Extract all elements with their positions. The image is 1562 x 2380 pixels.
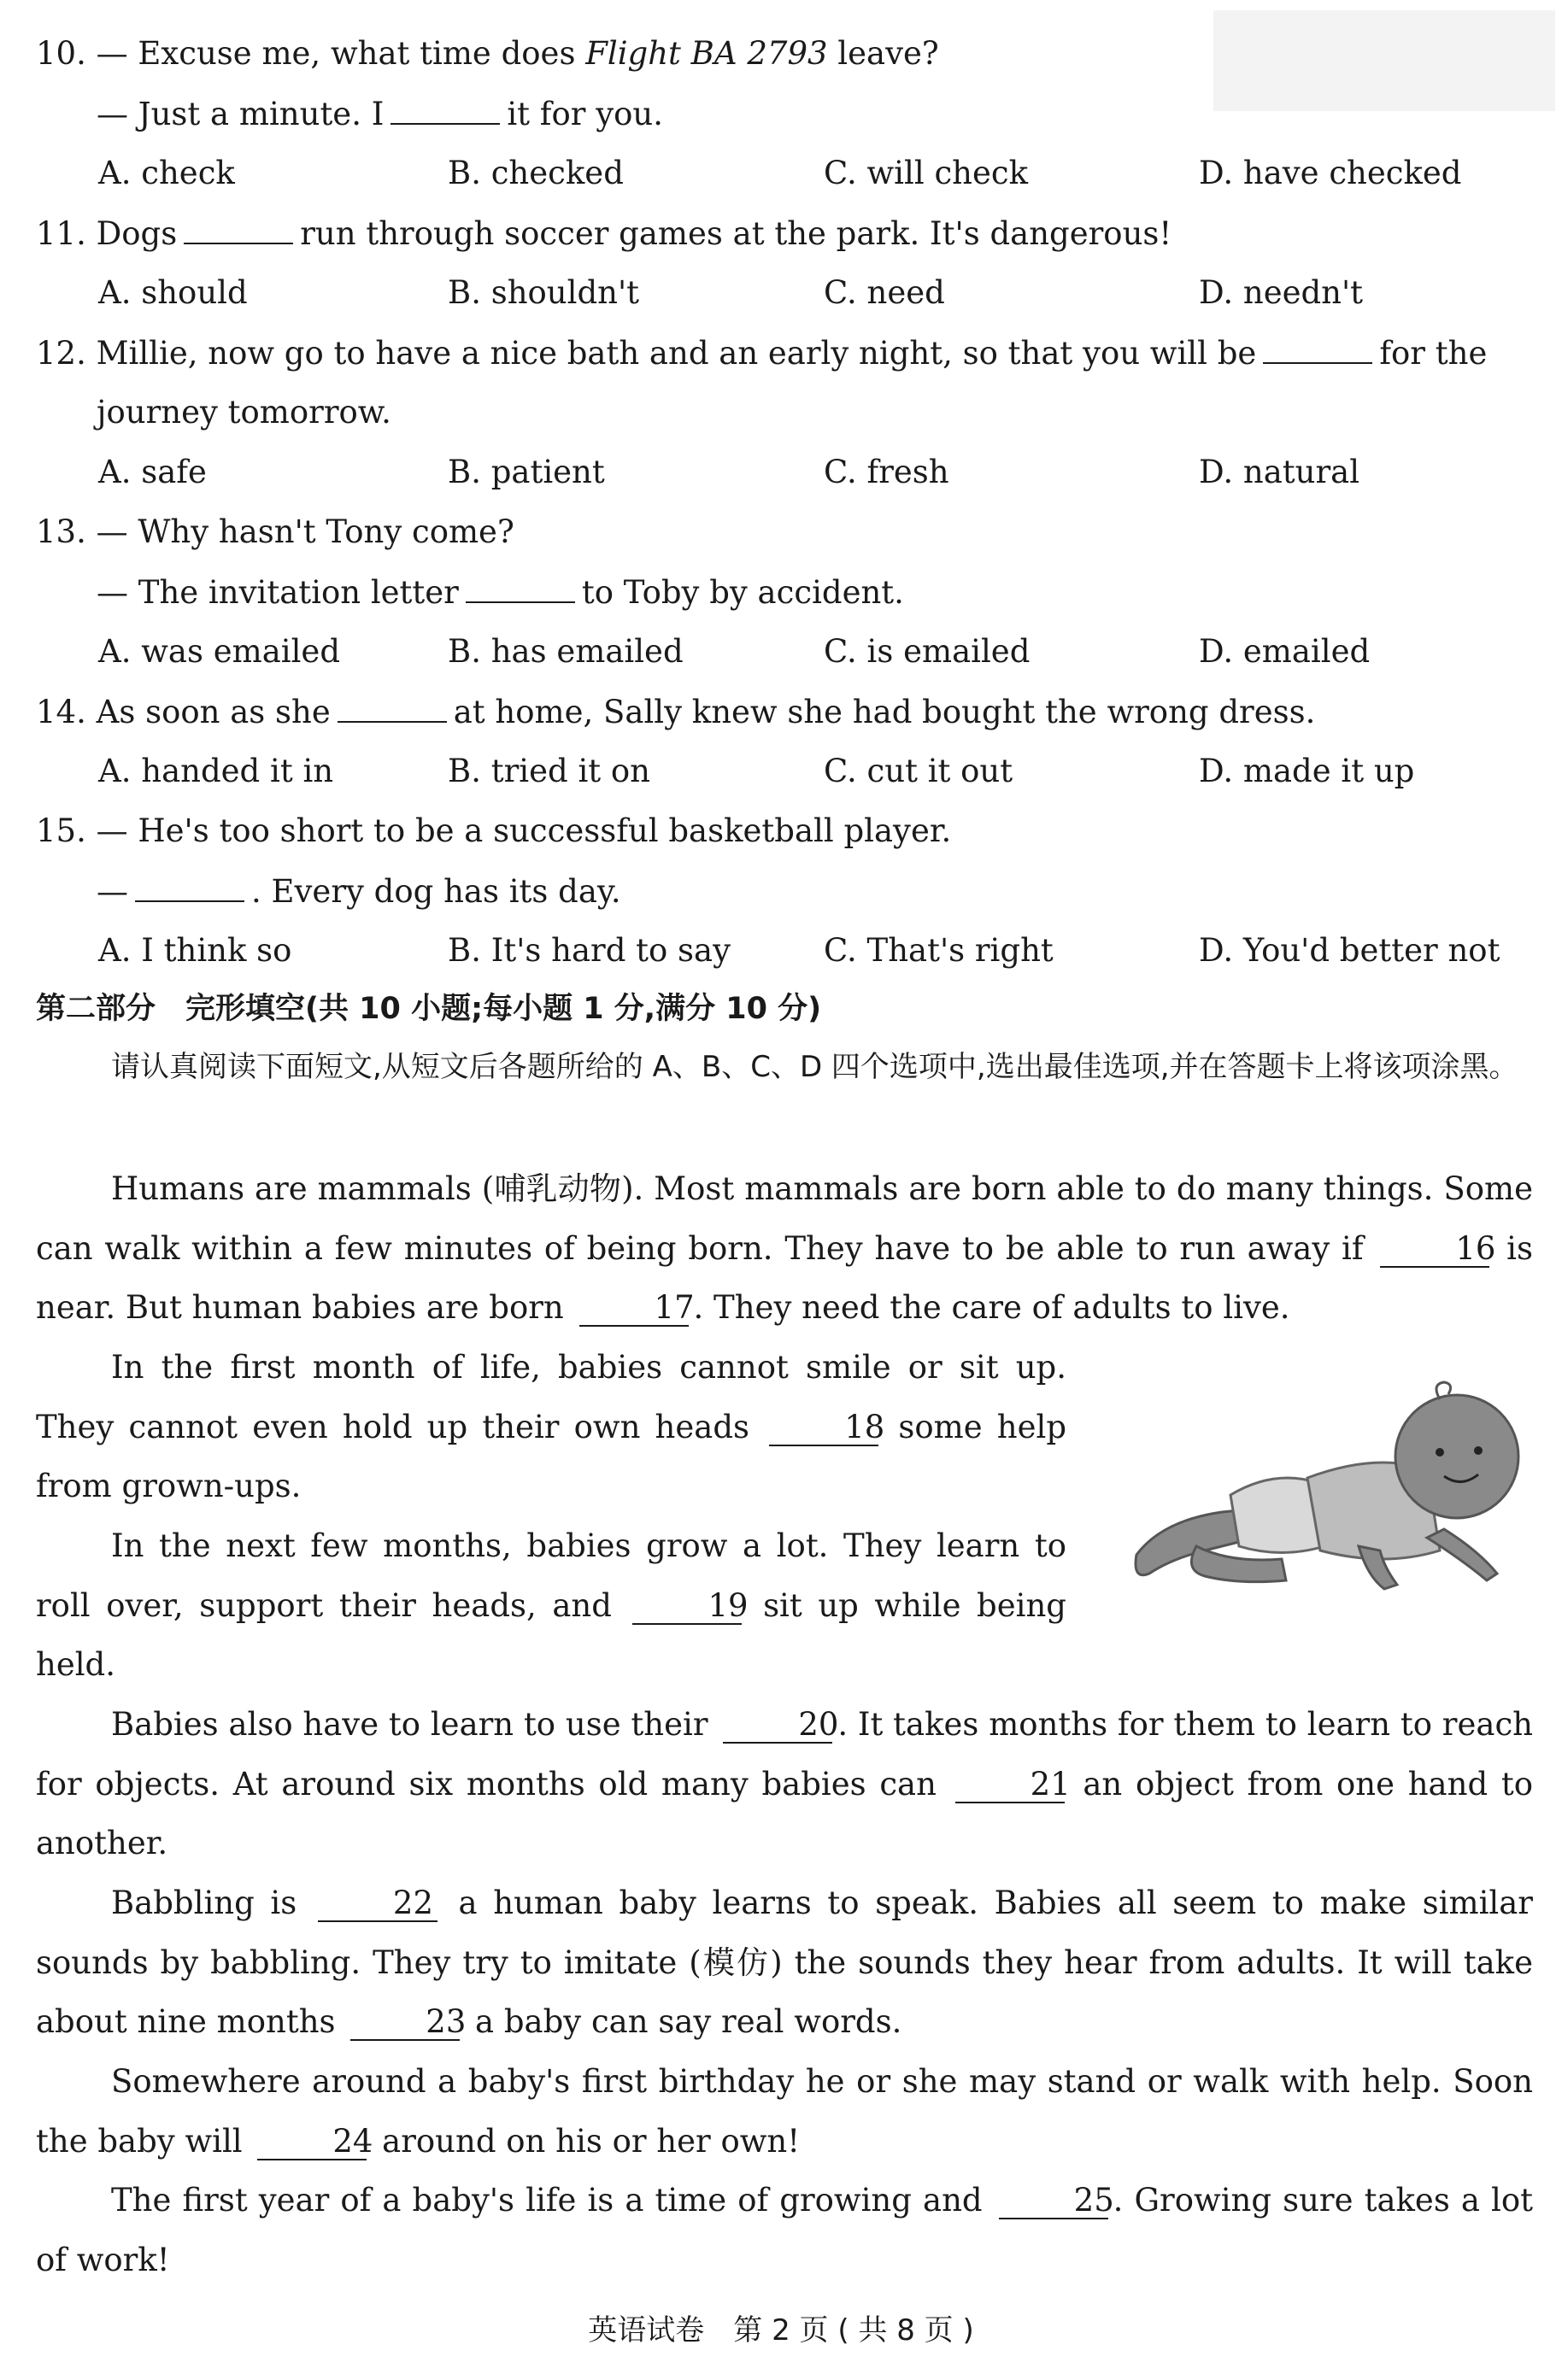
question-15-reply: — . Every dog has its day. — [97, 873, 621, 910]
option-13-c: C. is emailed — [824, 633, 1031, 670]
answer-blank — [338, 692, 447, 723]
passage-paragraph-3: In the next few months, babies grow a lot. They learn to roll over, support their heads, and 19 sit up while being held. — [36, 1527, 1066, 1683]
option-13-b: B. has emailed — [448, 633, 684, 670]
option-12-a: A. safe — [98, 454, 207, 490]
question-10-reply: — Just a minute. I it for you. — [97, 96, 663, 132]
answer-blank — [466, 572, 575, 603]
option-12-d: D. natural — [1199, 454, 1360, 490]
option-14-d: D. made it up — [1199, 753, 1415, 789]
section-instruction: 请认真阅读下面短文,从短文后各题所给的 A、B、C、D 四个选项中,选出最佳选项,并在答题卡上将该项涂黑。 — [111, 1050, 1518, 1084]
section-heading: 第二部分 完形填空(共 10 小题;每小题 1 分,满分 10 分) — [36, 992, 822, 1026]
option-11-b: B. shouldn't — [448, 274, 640, 311]
option-10-a: A. check — [98, 155, 235, 191]
question-10-stem: 10. — Excuse me, what time does Flight BA 2793 leave? — [36, 35, 939, 72]
option-10-b: B. checked — [448, 155, 624, 191]
blank-17: 17 — [579, 1291, 689, 1327]
option-11-a: A. should — [98, 274, 248, 311]
option-15-c: C. That's right — [824, 932, 1054, 969]
passage-paragraph-2: In the first month of life, babies cannot smile or sit up. They cannot even hold up their own heads 18 some help from grown-ups. — [36, 1349, 1067, 1504]
blank-23: 23 — [350, 2005, 460, 2041]
passage-paragraph-6: Somewhere around a baby's first birthday he or she may stand or walk with help. Soon the baby will 24 around on his or her own! — [36, 2063, 1533, 2160]
blank-19: 19 — [632, 1589, 742, 1625]
baby-eye — [1436, 1448, 1444, 1457]
option-11-c: C. need — [824, 274, 945, 311]
option-14-b: B. tried it on — [448, 753, 651, 789]
passage-paragraph-1: Humans are mammals (哺乳动物). Most mammals are born able to do many things. Some can walk within a few minutes of being born. They have to be able to run away if 16 is near. But human babies are born 17. They need the care of adults to live. — [36, 1170, 1533, 1326]
baby-eye — [1474, 1446, 1483, 1455]
answer-blank — [390, 94, 500, 125]
blank-21: 21 — [955, 1767, 1065, 1803]
option-10-d: D. have checked — [1199, 155, 1462, 191]
corner-mark — [1213, 10, 1555, 111]
option-12-b: B. patient — [448, 454, 605, 490]
page-footer: 英语试卷 第 2 页 ( 共 8 页 ) — [588, 2313, 974, 2348]
option-13-d: D. emailed — [1199, 633, 1371, 670]
option-11-d: D. needn't — [1199, 274, 1364, 311]
option-15-d: D. You'd better not — [1199, 932, 1500, 969]
blank-16: 16 — [1380, 1232, 1489, 1268]
answer-blank — [1263, 333, 1372, 364]
blank-20: 20 — [723, 1708, 832, 1744]
blank-22: 22 — [318, 1886, 437, 1922]
blank-18: 18 — [769, 1410, 878, 1446]
question-13-reply: — The invitation letter to Toby by accident. — [97, 574, 904, 611]
question-12-continuation: journey tomorrow. — [97, 394, 391, 431]
answer-blank — [184, 214, 293, 244]
question-15-stem: 15. — He's too short to be a successful basketball player. — [36, 812, 952, 849]
option-14-a: A. handed it in — [98, 753, 334, 789]
passage-paragraph-4: Babies also have to learn to use their 20. It takes months for them to learn to reach for objects. At around six months old many babies can 21 an object from one hand to another. — [36, 1706, 1533, 1861]
question-11-stem: 11. Dogs run through soccer games at the park. It's dangerous! — [36, 215, 1172, 252]
question-14-stem: 14. As soon as she at home, Sally knew she had bought the wrong dress. — [36, 694, 1316, 730]
option-13-a: A. was emailed — [98, 633, 341, 670]
blank-24: 24 — [257, 2125, 367, 2160]
option-12-c: C. fresh — [824, 454, 949, 490]
option-10-c: C. will check — [824, 155, 1029, 191]
crawling-baby-illustration — [1102, 1375, 1562, 1632]
option-15-b: B. It's hard to say — [448, 932, 731, 969]
question-13-stem: 13. — Why hasn't Tony come? — [36, 513, 514, 550]
baby-head — [1395, 1395, 1518, 1518]
answer-blank — [135, 871, 244, 902]
option-14-c: C. cut it out — [824, 753, 1013, 789]
question-12-stem: 12. Millie, now go to have a nice bath and an early night, so that you will be for the — [36, 335, 1488, 372]
blank-25: 25 — [999, 2184, 1108, 2219]
option-15-a: A. I think so — [98, 932, 292, 969]
baby-arm — [1427, 1529, 1497, 1580]
passage-paragraph-7: The first year of a baby's life is a time of growing and 25. Growing sure takes a lot of work! — [36, 2182, 1533, 2278]
passage-paragraph-5: Babbling is 22 a human baby learns to speak. Babies all seem to make similar sounds by babbling. They try to imitate (模仿) the sounds they hear from adults. It will take about nine months 23 a baby can say real words. — [36, 1885, 1533, 2040]
